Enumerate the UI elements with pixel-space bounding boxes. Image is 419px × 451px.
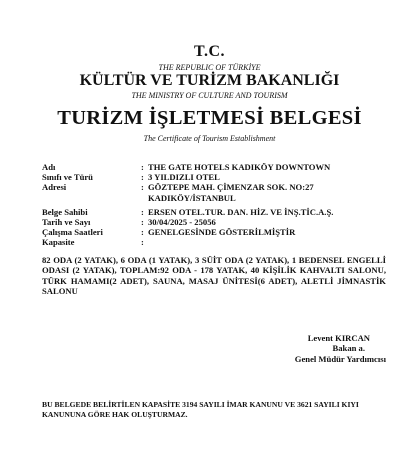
field-colon: : [141,172,144,183]
field-label-address: Adresi [42,182,67,193]
signature-name: Levent KIRCAN [307,333,370,343]
field-value-date: 30/04/2025 - 25056 [148,217,216,228]
field-row-address [42,182,387,202]
field-value-class: 3 YILDIZLI OTEL [148,172,220,183]
header-ministry: KÜLTÜR VE TURİZM BAKANLIĞI [79,72,340,89]
footer-note: BU BELGEDE BELİRTİLEN KAPASİTE 3194 SAYILI İMAR KANUNU VE 3621 SAYILI KIYI KANUNUNA GÖRE HAK OLUŞTURMAZ. [42,400,359,419]
field-label-name: Adı [42,162,56,172]
capacity-text: 82 ODA (2 YATAK), 6 ODA (1 YATAK), 3 SÜİT ODA (2 YATAK), 1 BEDENSEL ENGELLİ ODASI (2 YATAK), TOPLAM:92 ODA - 178 YATAK, 40 KİŞİLİK KAHVALTI SALONU, TÜRK HAMAMI(2 ADET), SAUNA, MASAJ ÜNİTESİ(6 ADET), ALETLİ JİMNASTİK SALONU [42,255,386,297]
field-label-hours: Çalışma Saatleri [42,227,103,238]
field-value-name: THE GATE HOTELS KADIKÖY DOWNTOWN [148,162,331,172]
field-value-hours: GENELGESİNDE GÖSTERİLMİŞTİR [148,227,296,238]
field-colon: : [141,217,144,228]
field-row-class [42,172,387,182]
field-colon: : [141,206,144,217]
field-row-owner [42,207,387,217]
field-value-owner: ERSEN OTEL.TUR. DAN. HİZ. VE İNŞ.TİC.A.Ş. [148,206,334,217]
field-value-address-line1: GÖZTEPE MAH. ÇİMENZAR SOK. NO:27 [148,182,314,193]
field-label-date: Tarih ve Sayı [42,217,91,228]
header-republic-en: THE REPUBLIC OF TÜRKİYE [158,63,261,72]
header-ministry-en: THE MINISTRY OF CULTURE AND TOURISM [131,91,288,100]
signature-block [246,333,386,364]
field-label-owner: Belge Sahibi [42,206,88,217]
field-value-address-line2: KADIKÖY/İSTANBUL [148,192,236,203]
field-colon: : [141,162,144,172]
field-label-class: Sınıfı ve Türü [42,172,93,183]
field-colon: : [141,237,144,248]
certificate-fields [42,162,387,248]
signature-role: Genel Müdür Yardımcısı [294,353,386,364]
field-colon: : [141,227,144,238]
header-tc: T.C. [193,43,226,60]
signature-title: Bakan a. [332,343,365,354]
field-row-hours [42,227,387,237]
field-row-date [42,217,387,227]
field-value-address [148,182,387,202]
certificate-subtitle: The Certificate of Tourism Establishment [143,134,276,143]
field-row-name [42,162,387,172]
certificate-title: TURİZM İŞLETMESİ BELGESİ [57,107,362,129]
field-row-capacity [42,237,387,247]
field-label-capacity: Kapasite [42,237,75,248]
field-colon: : [141,182,144,193]
